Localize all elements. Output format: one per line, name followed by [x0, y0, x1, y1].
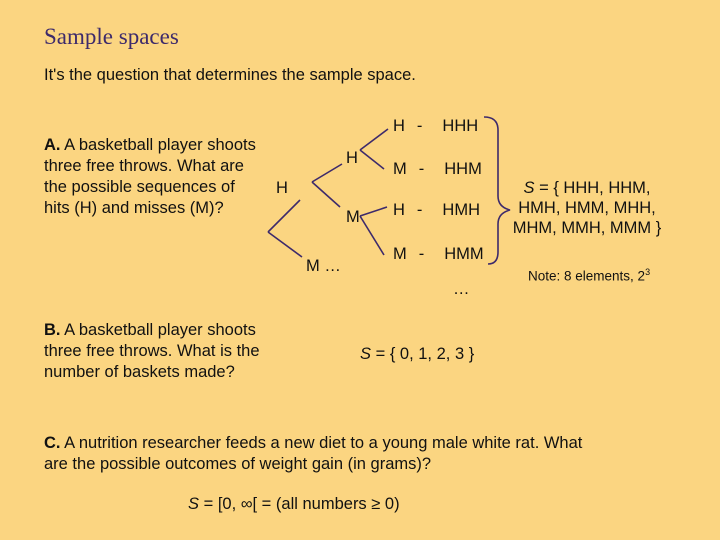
part-c-line-1: C. A nutrition researcher feeds a new diet to a young male white rat. What — [44, 434, 583, 452]
tree-node-M2: M — [346, 208, 360, 226]
edge-root-M — [268, 232, 302, 257]
sample-space-a — [508, 178, 666, 238]
part-c-letter: C. — [44, 434, 61, 452]
edge-root-H — [268, 200, 300, 232]
edge-H-H — [312, 164, 342, 182]
part-b-line-1: B. A basketball player shoots — [44, 321, 256, 339]
sample-space-a-line-3: MHM, MMH, MMM } — [512, 219, 662, 237]
part-b-letter: B. — [44, 321, 61, 339]
part-c-line-2: are the possible outcomes of weight gain (in grams)? — [44, 455, 432, 473]
tree-node-H2: H — [346, 149, 358, 167]
edge-HM-M — [360, 216, 384, 255]
part-b-question — [44, 320, 314, 383]
part-c-question — [44, 433, 684, 475]
outcomes-brace — [484, 117, 510, 264]
leaf-3-outcome: H - HMH — [393, 201, 480, 219]
slide-title: Sample spaces — [44, 24, 179, 49]
sample-space-c: S = [0, ∞[ = (all numbers ≥ 0) — [188, 495, 400, 513]
sample-space-a-line-2: HMH, HMM, MHH, — [518, 199, 656, 217]
edge-HH-H — [360, 129, 388, 150]
sample-space-b: S = { 0, 1, 2, 3 } — [360, 345, 475, 363]
tree-ellipsis: … — [453, 280, 470, 298]
edge-HH-M — [360, 150, 384, 169]
slide-subtitle: It's the question that determines the sample space. — [44, 66, 416, 84]
edge-HM-H — [360, 207, 387, 216]
tree-node-H1: H — [276, 179, 288, 197]
leaf-2-outcome: M - HHM — [393, 160, 482, 178]
part-b-line-3: number of baskets made? — [44, 363, 235, 381]
part-a-line-1: A. A basketball player shoots — [44, 136, 256, 154]
part-b-line-2: three free throws. What is the — [44, 342, 260, 360]
tree-node-M1: M … — [306, 257, 341, 275]
part-a-line-2: three free throws. What are — [44, 157, 244, 175]
edge-H-M — [312, 182, 340, 207]
part-a-line-3: the possible sequences of — [44, 178, 235, 196]
part-a-letter: A. — [44, 136, 61, 154]
leaf-1-outcome: H - HHH — [393, 117, 479, 135]
leaf-4-outcome: M - HMM — [393, 245, 484, 263]
note-a: Note: 8 elements, $2^3$ — [528, 267, 651, 284]
part-a-line-4: hits (H) and misses (M)? — [44, 199, 224, 217]
sample-space-a-line-1: S = { HHH, HHM, — [523, 179, 651, 197]
